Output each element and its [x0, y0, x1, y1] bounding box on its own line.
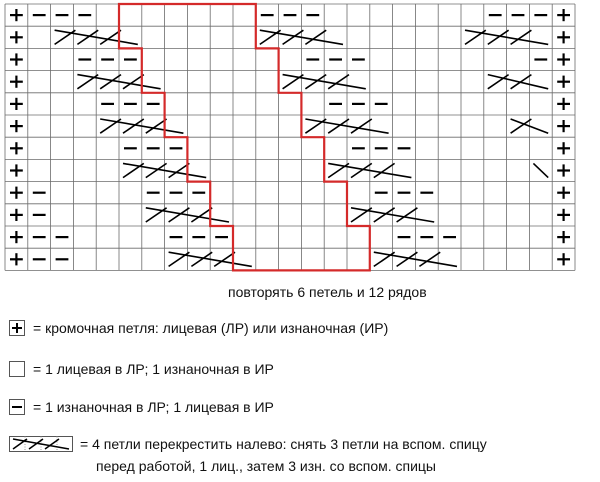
legend-purl-text: = 1 изнаночная в ЛР; 1 лицевая в ИР [33, 399, 274, 415]
repeat-caption: повторять 6 петель и 12 рядов [228, 284, 427, 300]
legend-edge-text: = кромочная петля: лицевая (ЛР) или изнаночная (ИР) [33, 320, 389, 336]
edge-stitch-icon [9, 320, 25, 336]
knit-stitch-icon [9, 361, 25, 377]
legend-cross-text: = 4 петли перекрестить налево: снять 3 петли на вспом. спицу [80, 436, 487, 452]
legend-cross-text-2: перед работой, 1 лиц., затем 3 изн. со вспом. спицы [96, 458, 436, 474]
legend-knit-text: = 1 лицевая в ЛР; 1 изнаночная в ИР [33, 361, 274, 377]
cross-left-icon [9, 436, 73, 452]
purl-stitch-icon [9, 399, 25, 415]
